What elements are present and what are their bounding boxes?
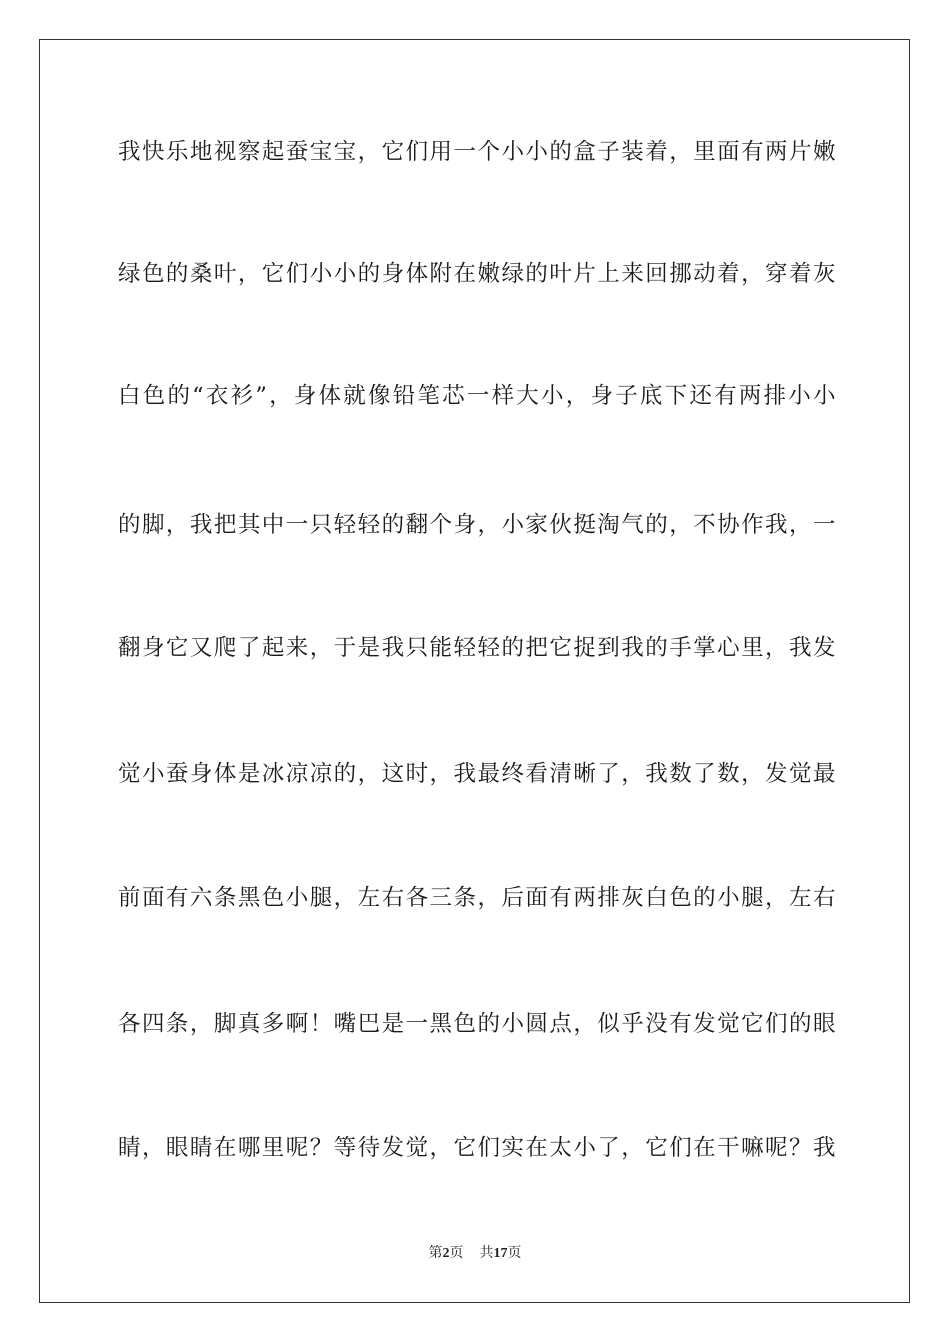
text-line: 睛，眼睛在哪里呢？等待发觉，它们实在太小了，它们在干嘛呢？我 (118, 1135, 836, 1161)
text-line: 的脚，我把其中一只轻轻的翻个身，小家伙挺淘气的，不协作我，一 (118, 512, 836, 538)
page-border (39, 39, 910, 1303)
total-pages-count: 17 (493, 1246, 508, 1261)
total-pages-suffix: 页 (507, 1245, 522, 1261)
page-number-suffix: 页 (449, 1245, 464, 1261)
page-number-current: 2 (442, 1246, 450, 1261)
text-line: 白色的“衣衫”，身体就像铅笔芯一样大小，身子底下还有两排小小 (118, 383, 836, 409)
total-pages-prefix: 共 (479, 1245, 494, 1261)
page-number-prefix: 第 (428, 1245, 443, 1261)
text-line: 觉小蚕身体是冰凉凉的，这时，我最终看清晰了，我数了数，发觉最 (118, 761, 836, 787)
text-line: 翻身它又爬了起来，于是我只能轻轻的把它捉到我的手掌心里，我发 (118, 635, 836, 661)
text-line: 我快乐地视察起蚕宝宝，它们用一个小小的盒子装着，里面有两片嫩 (118, 139, 836, 165)
text-line: 前面有六条黑色小腿，左右各三条，后面有两排灰白色的小腿，左右 (118, 885, 836, 911)
text-line: 各四条，脚真多啊！嘴巴是一黑色的小圆点，似乎没有发觉它们的眼 (118, 1011, 836, 1037)
page-footer (0, 1243, 950, 1264)
text-line: 绿色的桑叶，它们小小的身体附在嫩绿的叶片上来回挪动着，穿着灰 (118, 261, 836, 287)
